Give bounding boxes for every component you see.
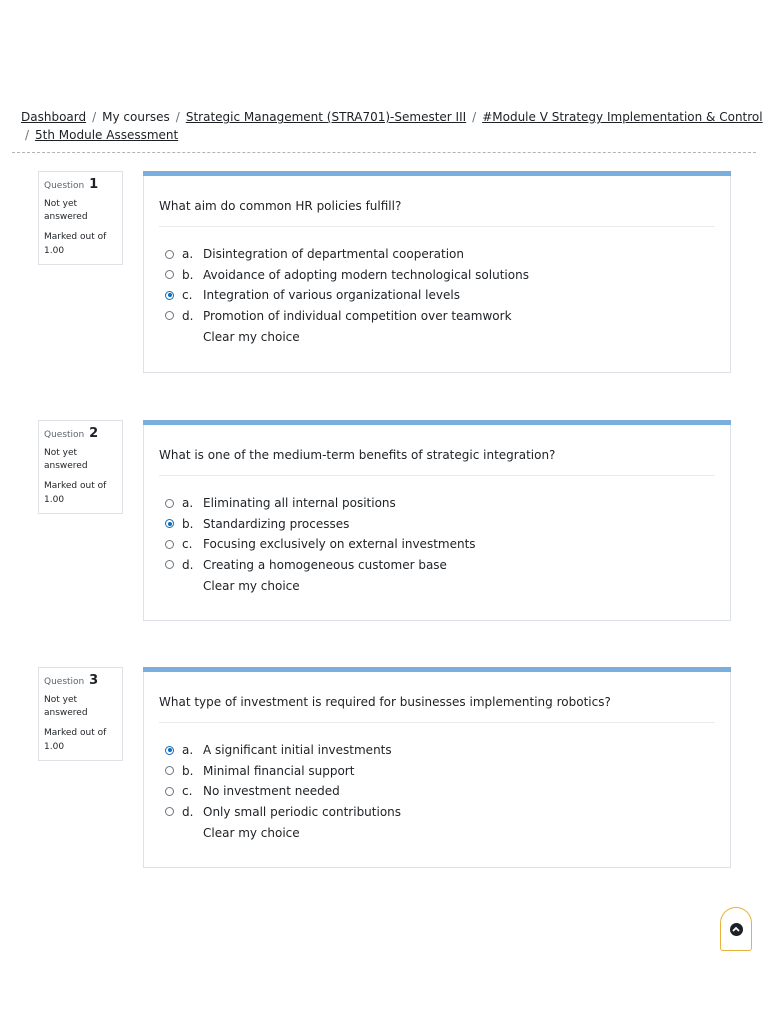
question-label: Question [44, 677, 85, 687]
breadcrumb-dashboard[interactable]: Dashboard [21, 110, 87, 124]
grade-value: 1.00 [44, 495, 65, 505]
option-letter: b. [182, 763, 194, 778]
grade-value: 1.00 [44, 742, 65, 752]
question-text: What is one of the medium-term benefits of strategic integration? [159, 447, 715, 476]
answer-option[interactable] [165, 802, 730, 823]
option-text[interactable]: Focusing exclusively on external investments [203, 537, 476, 552]
question-state: Not yet answered [44, 695, 88, 718]
option-text[interactable]: Standardizing processes [203, 516, 350, 531]
answer-option[interactable] [165, 493, 730, 514]
radio-button-selected[interactable] [165, 519, 174, 528]
breadcrumb-assessment[interactable]: 5th Module Assessment [35, 128, 179, 142]
question-text: What type of investment is required for businesses implementing robotics? [159, 694, 715, 723]
breadcrumb-course[interactable]: Strategic Management (STRA701)-Semester III [185, 110, 467, 124]
option-letter: b. [182, 267, 194, 282]
option-letter: c. [182, 784, 193, 799]
option-letter: d. [182, 308, 194, 323]
option-text[interactable]: Eliminating all internal positions [203, 496, 396, 511]
option-letter: b. [182, 516, 194, 531]
question-card [143, 171, 731, 373]
question-info [38, 420, 123, 514]
option-text[interactable]: Integration of various organizational levels [203, 288, 460, 303]
breadcrumb [21, 108, 763, 144]
breadcrumb-my-courses: My courses [102, 110, 170, 124]
question-info [38, 667, 123, 761]
question-state: Not yet answered [44, 448, 88, 471]
option-letter: c. [182, 288, 193, 303]
radio-button[interactable] [165, 311, 174, 320]
option-letter: a. [182, 496, 194, 511]
answer-option[interactable] [165, 265, 730, 286]
answer-option[interactable] [165, 555, 730, 576]
question-label: Question [44, 430, 85, 440]
answer-option[interactable] [165, 285, 730, 306]
option-text[interactable]: Minimal financial support [203, 763, 355, 778]
option-text[interactable]: Promotion of individual competition over teamwork [203, 308, 512, 323]
breadcrumb-divider [12, 152, 756, 153]
answer-list [165, 493, 730, 594]
answer-option[interactable] [165, 781, 730, 802]
radio-button[interactable] [165, 250, 174, 259]
grade-label: Marked out of [44, 481, 107, 491]
grade-label: Marked out of [44, 232, 107, 242]
chevron-up-icon [730, 923, 743, 936]
question-info [38, 171, 123, 265]
question-grade [44, 479, 117, 507]
radio-button[interactable] [165, 787, 174, 796]
breadcrumb-separator: / [25, 128, 30, 142]
question-number: 3 [89, 673, 99, 688]
question-grade [44, 230, 117, 258]
option-letter: a. [182, 247, 194, 262]
breadcrumb-separator: / [175, 110, 180, 124]
option-text[interactable]: A significant initial investments [203, 743, 392, 758]
question-accent-bar [143, 171, 731, 176]
option-text[interactable]: Only small periodic contributions [203, 804, 402, 819]
question-number: 2 [89, 426, 99, 441]
answer-option[interactable] [165, 306, 730, 327]
grade-label: Marked out of [44, 728, 107, 738]
radio-button-selected[interactable] [165, 746, 174, 755]
clear-choice-link[interactable]: Clear my choice [203, 330, 300, 344]
radio-button[interactable] [165, 540, 174, 549]
back-to-top-button[interactable] [720, 907, 752, 951]
option-text[interactable]: Creating a homogeneous customer base [203, 557, 447, 572]
question-text: What aim do common HR policies fulfill? [159, 198, 715, 227]
radio-button[interactable] [165, 270, 174, 279]
radio-button[interactable] [165, 766, 174, 775]
question-card [143, 420, 731, 621]
answer-list [165, 740, 730, 841]
clear-choice-link[interactable]: Clear my choice [203, 579, 300, 593]
question-grade [44, 726, 117, 754]
option-letter: d. [182, 557, 194, 572]
answer-option[interactable] [165, 244, 730, 265]
radio-button-selected[interactable] [165, 291, 174, 300]
option-text[interactable]: Disintegration of departmental cooperation [203, 247, 464, 262]
grade-value: 1.00 [44, 246, 65, 256]
question-number: 1 [89, 177, 99, 192]
breadcrumb-separator: / [472, 110, 477, 124]
breadcrumb-separator: / [92, 110, 97, 124]
question-card [143, 667, 731, 868]
answer-list [165, 244, 730, 345]
radio-button[interactable] [165, 560, 174, 569]
radio-button[interactable] [165, 807, 174, 816]
question-label: Question [44, 181, 85, 191]
answer-option[interactable] [165, 514, 730, 535]
option-text[interactable]: No investment needed [203, 784, 340, 799]
answer-option[interactable] [165, 534, 730, 555]
clear-choice-link[interactable]: Clear my choice [203, 826, 300, 840]
answer-option[interactable] [165, 740, 730, 761]
option-letter: a. [182, 743, 194, 758]
option-letter: d. [182, 804, 194, 819]
option-text[interactable]: Avoidance of adopting modern technological solutions [203, 267, 529, 282]
question-state: Not yet answered [44, 199, 88, 222]
answer-option[interactable] [165, 761, 730, 782]
radio-button[interactable] [165, 499, 174, 508]
question-accent-bar [143, 420, 731, 425]
breadcrumb-module[interactable]: #Module V Strategy Implementation & Control [482, 110, 763, 124]
question-accent-bar [143, 667, 731, 672]
option-letter: c. [182, 537, 193, 552]
